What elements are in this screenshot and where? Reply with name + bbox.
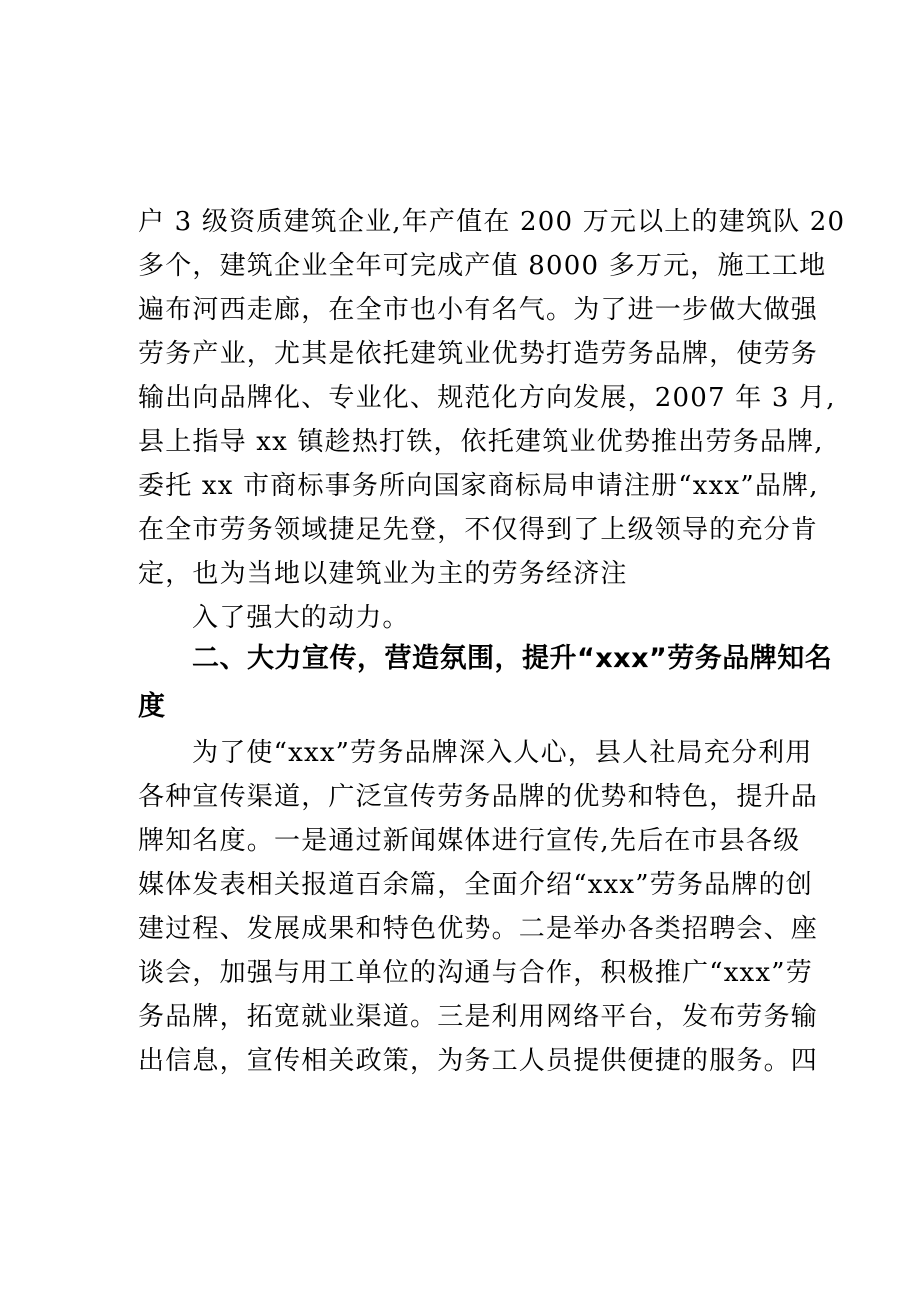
paragraph-1-line: 劳务产业，尤其是依托建筑业优势打造劳务品牌，使劳务 bbox=[138, 339, 819, 369]
section-heading-line: 二、大力宣传，营造氛围，提升“xxx”劳务品牌知名 bbox=[192, 643, 833, 674]
paragraph-1-line: 在全市劳务领域捷足先登，不仅得到了上级领导的充分肯 bbox=[138, 515, 819, 545]
paragraph-2-line: 务品牌，拓宽就业渠道。三是利用网络平台，发布劳务输 bbox=[138, 1002, 819, 1032]
paragraph-1-line: 县上指导 xx 镇趁热打铁，依托建筑业优势推出劳务品牌, bbox=[138, 427, 824, 457]
paragraph-1-line: 委托 xx 市商标事务所向国家商标局申请注册“xxx”品牌, bbox=[138, 471, 819, 501]
paragraph-2-line: 出信息，宣传相关政策，为务工人员提供便捷的服务。四 bbox=[138, 1046, 819, 1076]
paragraph-1-line: 入了强大的动力。 bbox=[192, 603, 410, 633]
paragraph-2-line: 牌知名度。一是通过新闻媒体进行宣传,先后在市县各级 bbox=[138, 826, 801, 856]
paragraph-1 bbox=[138, 200, 846, 640]
paragraph-1-line: 定，也为当地以建筑业为主的劳务经济注 bbox=[138, 559, 628, 589]
paragraph-1-line: 多个，建筑企业全年可完成产值 8000 多万元，施工工地 bbox=[138, 251, 827, 281]
paragraph-2-line: 建过程、发展成果和特色优势。二是举办各类招聘会、座 bbox=[138, 914, 819, 944]
paragraph-1-line: 户 3 级资质建筑企业,年产值在 200 万元以上的建筑队 20 bbox=[138, 207, 846, 237]
section-heading bbox=[138, 635, 833, 731]
paragraph-2-line: 谈会，加强与用工单位的沟通与合作，积极推广“xxx”劳 bbox=[138, 958, 813, 988]
paragraph-2-line: 媒体发表相关报道百余篇，全面介绍“xxx”劳务品牌的创 bbox=[138, 870, 813, 900]
paragraph-2-line: 为了使“xxx”劳务品牌深入人心，县人社局充分利用 bbox=[192, 738, 813, 768]
paragraph-1-line: 遍布河西走廊，在全市也小有名气。为了进一步做大做强 bbox=[138, 295, 819, 325]
paragraph-2-line: 各种宣传渠道，广泛宣传劳务品牌的优势和特色，提升品 bbox=[138, 782, 819, 812]
paragraph-1-line: 输出向品牌化、专业化、规范化方向发展，2007 年 3 月, bbox=[138, 383, 836, 413]
section-heading-line: 度 bbox=[138, 691, 166, 722]
paragraph-2 bbox=[138, 731, 819, 1083]
